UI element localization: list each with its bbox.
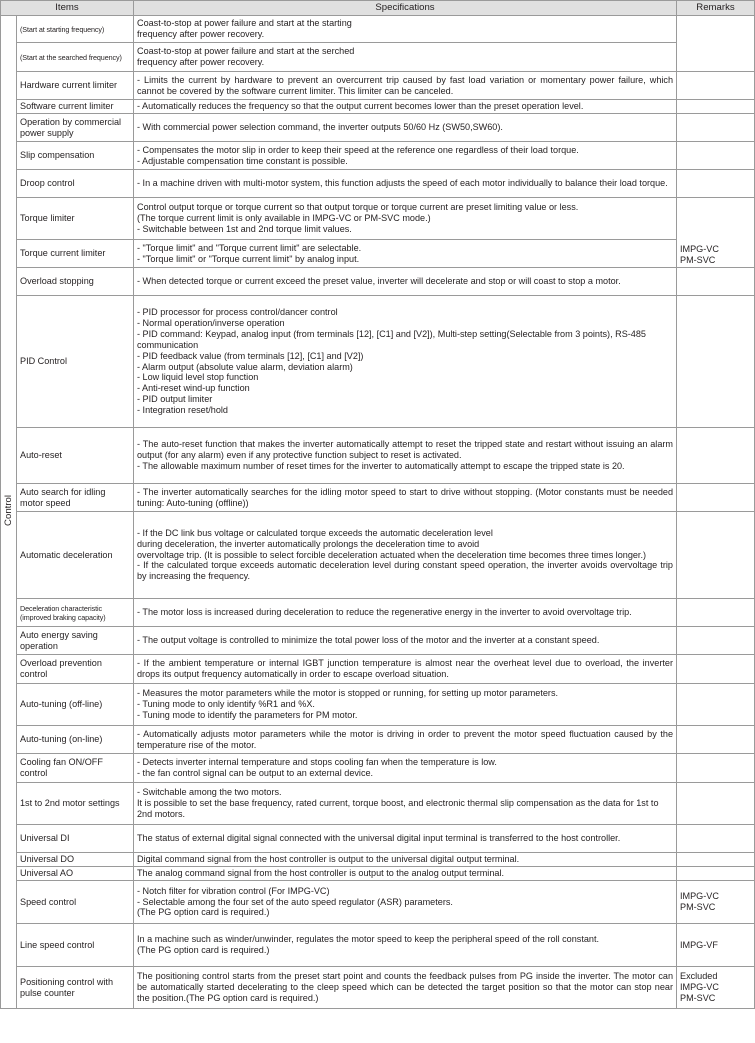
table-row xyxy=(1,783,755,825)
row-spec: - Detects inverter internal temperature and stops cooling fan when the temperature is low. - the fan control signal can be output to an external device. xyxy=(134,754,677,783)
table-row xyxy=(1,100,755,114)
row-remarks xyxy=(677,142,755,170)
row-item: Auto energy saving operation xyxy=(17,627,134,655)
row-spec: - The inverter automatically searches for the idling motor speed to start to drive without stopping. (Motor constants must be needed tuning: Auto-tuning (offline)) xyxy=(134,484,677,512)
table-row xyxy=(1,825,755,853)
table-row xyxy=(1,881,755,924)
table-row xyxy=(1,627,755,655)
row-spec: - If the DC link bus voltage or calculated torque exceeds the automatic deceleration level during deceleration, the inverter automatically prolongs the deceleration time to avoid overvoltage trip. (It is possible to select forcible deceleration actuated when the deceleration time becomes three times longer.) - If the calculated torque exceeds automatic deceleration level during constant speed operation, the inverter avoids overvoltage trip by increasing the frequency. xyxy=(134,512,677,599)
row-item: Droop control xyxy=(17,170,134,198)
group-label-cell xyxy=(1,16,17,1009)
header-specifications: Specifications xyxy=(134,1,677,16)
row-item: Speed control xyxy=(17,881,134,924)
row-item: Auto-reset xyxy=(17,428,134,484)
row-remarks: IMPG-VC PM-SVC xyxy=(677,198,755,268)
row-item: Torque current limiter xyxy=(17,240,134,268)
row-spec: The status of external digital signal connected with the universal digital input terminal is transferred to the host controller. xyxy=(134,825,677,853)
table-row xyxy=(1,599,755,627)
table-row xyxy=(1,428,755,484)
row-item: Positioning control with pulse counter xyxy=(17,967,134,1009)
row-item: Universal AO xyxy=(17,867,134,881)
row-item: Slip compensation xyxy=(17,142,134,170)
row-spec: - The auto-reset function that makes the inverter automatically attempt to reset the tripped state and restart without issuing an alarm output (for any alarm) even if any protective function subject to reset is activated. - The allowable maximum number of reset times for the inverter to automatically attempt to escape the tripped state is 20. xyxy=(134,428,677,484)
table-row xyxy=(1,296,755,428)
row-remarks xyxy=(677,484,755,512)
row-item: Software current limiter xyxy=(17,100,134,114)
row-item: Overload prevention control xyxy=(17,655,134,684)
table-row xyxy=(1,484,755,512)
row-remarks xyxy=(677,783,755,825)
row-item: Auto-tuning (off-line) xyxy=(17,684,134,726)
row-spec: - Compensates the motor slip in order to keep their speed at the reference one regardless of their load torque. - Adjustable compensation time constant is possible. xyxy=(134,142,677,170)
row-item: Overload stopping xyxy=(17,268,134,296)
row-remarks xyxy=(677,684,755,726)
row-item: (Start at starting frequency) xyxy=(17,16,134,43)
row-spec: - Notch filter for vibration control (For IMPG-VC) - Selectable among the four set of the auto speed regulator (ASR) parameters. (The PG option card is required.) xyxy=(134,881,677,924)
table-row xyxy=(1,268,755,296)
row-item: Hardware current limiter xyxy=(17,72,134,100)
table-row xyxy=(1,142,755,170)
row-spec: In a machine such as winder/unwinder, regulates the motor speed to keep the peripheral speed of the roll constant. (The PG option card is required.) xyxy=(134,924,677,967)
row-spec: - The motor loss is increased during deceleration to reduce the regenerative energy in the inverter to avoid overvoltage trip. xyxy=(134,599,677,627)
row-remarks: Excluded IMPG-VC PM-SVC xyxy=(677,967,755,1009)
table-row xyxy=(1,114,755,142)
row-spec: - The output voltage is controlled to minimize the total power loss of the motor and the inverter at a constant speed. xyxy=(134,627,677,655)
row-remarks xyxy=(677,114,755,142)
table-row xyxy=(1,867,755,881)
row-spec: - Automatically adjusts motor parameters while the motor is driving in order to prevent the motor speed fluctuation caused by the temperature rise of the motor. xyxy=(134,726,677,754)
row-remarks xyxy=(677,72,755,100)
row-spec: - Automatically reduces the frequency so that the output current becomes lower than the preset operation level. xyxy=(134,100,677,114)
row-spec: - When detected torque or current exceed the preset value, inverter will decelerate and stop or will coast to stop a motor. xyxy=(134,268,677,296)
group-label: Control xyxy=(2,495,14,527)
row-remarks xyxy=(677,268,755,296)
row-remarks xyxy=(677,655,755,684)
row-remarks: IMPG-VC PM-SVC xyxy=(677,881,755,924)
row-remarks xyxy=(677,627,755,655)
row-item: Auto-tuning (on-line) xyxy=(17,726,134,754)
row-item: Line speed control xyxy=(17,924,134,967)
row-item: Automatic deceleration xyxy=(17,512,134,599)
row-remarks xyxy=(677,754,755,783)
row-spec: Digital command signal from the host controller is output to the universal digital output terminal. xyxy=(134,853,677,867)
row-spec: - "Torque limit" and "Torque current limit" are selectable. - "Torque limit" or "Torque current limit" by analog input. xyxy=(134,240,677,268)
table-row xyxy=(1,655,755,684)
table-row xyxy=(1,72,755,100)
row-spec: Coast-to-stop at power failure and start at the serched frequency after power recovery. xyxy=(134,43,677,72)
table-row xyxy=(1,198,755,240)
row-spec: - If the ambient temperature or internal IGBT junction temperature is almost near the overheat level due to overload, the inverter drops its output frequency automatically in order to escape overload situation. xyxy=(134,655,677,684)
row-item: Auto search for idling motor speed xyxy=(17,484,134,512)
row-item: Operation by commercial power supply xyxy=(17,114,134,142)
row-spec: - Limits the current by hardware to prevent an overcurrent trip caused by fast load variation or momentary power failure, which cannot be covered by the software current limiter. This limiter can be canceled. xyxy=(134,72,677,100)
row-remarks xyxy=(677,296,755,428)
table-header-row xyxy=(1,1,755,16)
row-remarks: IMPG-VF xyxy=(677,924,755,967)
table-row xyxy=(1,170,755,198)
header-remarks: Remarks xyxy=(677,1,755,16)
table-row xyxy=(1,16,755,43)
row-item: Universal DI xyxy=(17,825,134,853)
table-row xyxy=(1,967,755,1009)
row-spec: - With commercial power selection command, the inverter outputs 50/60 Hz (SW50,SW60). xyxy=(134,114,677,142)
table-row xyxy=(1,853,755,867)
row-remarks xyxy=(677,428,755,484)
row-remarks xyxy=(677,170,755,198)
table-row xyxy=(1,43,755,72)
row-remarks xyxy=(677,726,755,754)
table-row xyxy=(1,240,755,268)
table-row xyxy=(1,684,755,726)
row-remarks xyxy=(677,100,755,114)
row-remarks xyxy=(677,853,755,867)
row-remarks xyxy=(677,867,755,881)
row-spec: The positioning control starts from the preset start point and counts the feedback pulses from PG inside the inverter. The motor can be automatically started decelerating to the cleep speed which can be detected the target position so that the motor can stop near the position.(The PG option card is required.) xyxy=(134,967,677,1009)
row-remarks xyxy=(677,599,755,627)
table-row xyxy=(1,924,755,967)
row-remarks xyxy=(677,512,755,599)
row-item: Torque limiter xyxy=(17,198,134,240)
row-remarks xyxy=(677,825,755,853)
row-spec: Coast-to-stop at power failure and start at the starting frequency after power recovery. xyxy=(134,16,677,43)
row-item: 1st to 2nd motor settings xyxy=(17,783,134,825)
table-row xyxy=(1,512,755,599)
table-row xyxy=(1,754,755,783)
table-row xyxy=(1,726,755,754)
row-spec: Control output torque or torque current so that output torque or torque current are preset limiting value or less. (The torque current limit is only available in IMPG-VC or PM-SVC mode.) - Switchable between 1st and 2nd torque limit values. xyxy=(134,198,677,240)
row-spec: - PID processor for process control/dancer control - Normal operation/inverse operation - PID command: Keypad, analog input (from terminals [12], [C1] and [V2]), Multi-step setting(Selectable from 3 points), RS-485 communication - PID feedback value (from terminals [12], [C1] and [V2]) - Alarm output (absolute value alarm, deviation alarm) - Low liquid level stop function - Anti-reset wind-up function - PID output limiter - Integration reset/hold xyxy=(134,296,677,428)
header-items: Items xyxy=(1,1,134,16)
row-spec: - Measures the motor parameters while the motor is stopped or running, for setting up motor parameters. - Tuning mode to only identify %R1 and %X. - Tuning mode to identify the parameters for PM motor. xyxy=(134,684,677,726)
row-spec: - In a machine driven with multi-motor system, this function adjusts the speed of each motor individually to balance their load torque. xyxy=(134,170,677,198)
row-spec: - Switchable among the two motors. It is possible to set the base frequency, rated current, torque boost, and electronic thermal slip compensation as the data for 1st to 2nd motors. xyxy=(134,783,677,825)
row-item: Cooling fan ON/OFF control xyxy=(17,754,134,783)
row-item: PID Control xyxy=(17,296,134,428)
row-item: Deceleration characteristic (improved braking capacity) xyxy=(17,599,134,627)
row-spec: The analog command signal from the host controller is output to the analog output terminal. xyxy=(134,867,677,881)
row-item: Universal DO xyxy=(17,853,134,867)
row-remarks xyxy=(677,16,755,72)
row-item: (Start at the searched frequency) xyxy=(17,43,134,72)
